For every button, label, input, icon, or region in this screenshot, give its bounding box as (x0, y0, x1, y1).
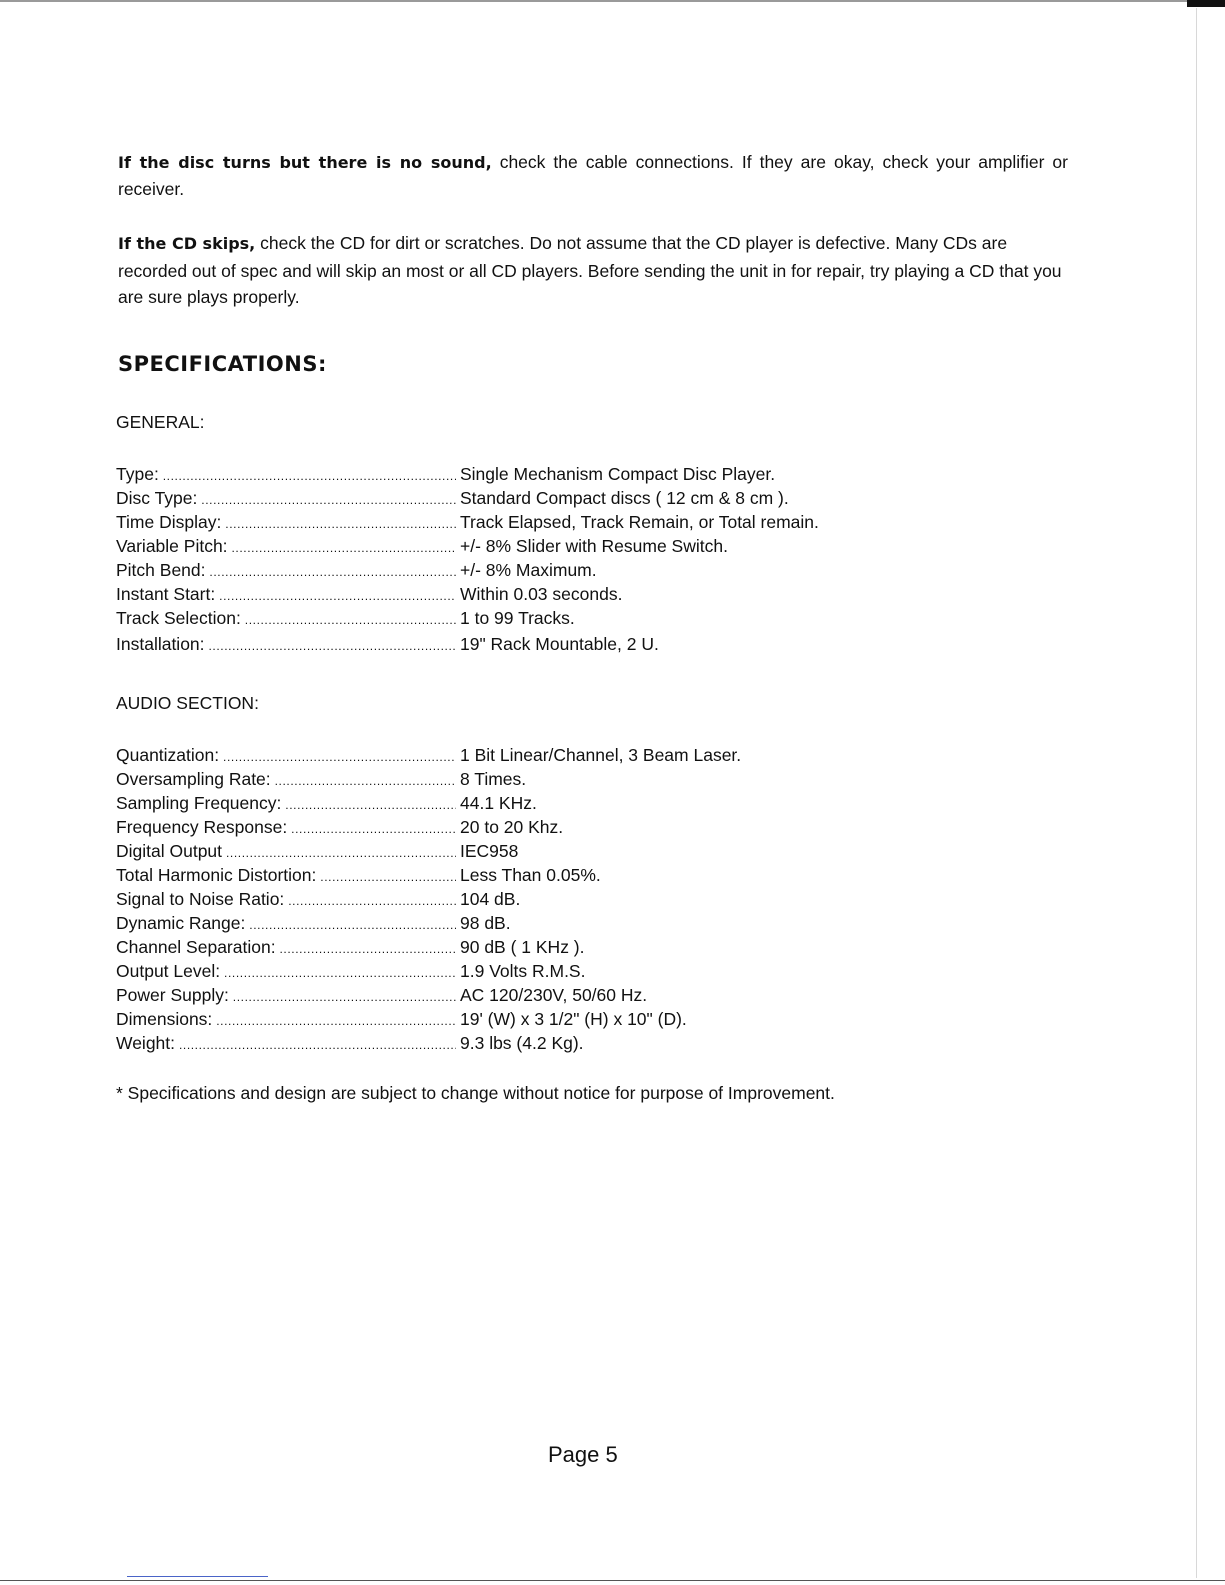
spec-row-total-harmonic-distortion (116, 865, 741, 889)
spec-label: Signal to Noise Ratio: ..... (116, 889, 456, 910)
troubleshooting-cd-skips-lead: If the CD skips, (118, 234, 256, 253)
spec-row-track-selection (116, 608, 819, 632)
spec-label: Total Harmonic Distortion: ..... (116, 865, 456, 886)
troubleshooting-cd-skips (118, 230, 1068, 311)
audio-spec-table (116, 745, 741, 1057)
scan-corner-mark (1187, 0, 1225, 7)
spec-value: AC 120/230V, 50/60 Hz. (460, 985, 648, 1005)
troubleshooting-no-sound-lead: If the disc turns but there is no sound, (118, 153, 492, 172)
spec-value: 1 to 99 Tracks. (460, 608, 575, 628)
spec-value: 1 Bit Linear/Channel, 3 Beam Laser. (460, 745, 742, 765)
spec-label: Disc Type: ..... (116, 488, 456, 509)
page-number: Page 5 (548, 1442, 618, 1467)
spec-value: 98 dB. (460, 913, 511, 933)
general-section-label: GENERAL: (116, 412, 205, 432)
spec-row-type (116, 464, 819, 488)
scan-bottom-edge (0, 1580, 1225, 1581)
spec-value: 104 dB. (460, 889, 521, 909)
specifications-footnote: * Specifications and design are subject to change without notice for purpose of Improvement. (116, 1083, 835, 1103)
troubleshooting-no-sound-text: check the cable connections. If they are okay, check your amplifier or receiver. (118, 152, 1068, 199)
spec-label: Variable Pitch: ..... (116, 536, 456, 557)
spec-value: Standard Compact discs ( 12 cm & 8 cm ). (460, 488, 789, 508)
spec-row-variable-pitch (116, 536, 819, 560)
spec-value: 1.9 Volts R.M.S. (460, 961, 586, 981)
spec-row-disc-type (116, 488, 819, 512)
spec-row-installation (116, 634, 819, 658)
spec-row-frequency-response (116, 817, 741, 841)
spec-row-digital-output (116, 841, 741, 865)
spec-label: Power Supply: ..... (116, 985, 456, 1006)
troubleshooting-cd-skips-text: check the CD for dirt or scratches. Do not assume that the CD player is defective. Many CDs are recorded out of spec and will skip an most or all CD players. Before sending the unit in for repair, try playing a CD that you are sure plays properly. (118, 233, 1062, 307)
spec-row-pitch-bend (116, 560, 819, 584)
spec-row-time-display (116, 512, 819, 536)
spec-label: Time Display: ..... (116, 512, 456, 533)
spec-row-output-level (116, 961, 741, 985)
spec-value: Track Elapsed, Track Remain, or Total remain. (460, 512, 819, 532)
spec-label: Track Selection: ..... (116, 608, 456, 629)
spec-row-instant-start (116, 584, 819, 608)
general-spec-table (116, 464, 819, 658)
specifications-heading: SPECIFICATIONS: (118, 352, 327, 376)
spec-row-dimensions (116, 1009, 741, 1033)
spec-row-dynamic-range (116, 913, 741, 937)
spec-value: 8 Times. (460, 769, 527, 789)
spec-value: 19' (W) x 3 1/2" (H) x 10" (D). (460, 1009, 687, 1029)
spec-label: Dynamic Range: ..... (116, 913, 456, 934)
spec-row-oversampling-rate (116, 769, 741, 793)
spec-row-sampling-frequency (116, 793, 741, 817)
spec-label: Oversampling Rate: ..... (116, 769, 456, 790)
spec-label: Pitch Bend: ..... (116, 560, 456, 581)
spec-value: +/- 8% Slider with Resume Switch. (460, 536, 728, 556)
spec-label: Dimensions: ..... (116, 1009, 456, 1030)
spec-row-power-supply (116, 985, 741, 1009)
scan-right-edge (1196, 8, 1197, 1578)
spec-value: 44.1 KHz. (460, 793, 537, 813)
spec-value: IEC958 (460, 841, 519, 861)
scan-bottom-blue-mark (127, 1576, 268, 1577)
spec-row-quantization (116, 745, 741, 769)
spec-value: +/- 8% Maximum. (460, 560, 597, 580)
spec-row-channel-separation (116, 937, 741, 961)
spec-value: 19" Rack Mountable, 2 U. (460, 634, 659, 654)
spec-label: Channel Separation: ..... (116, 937, 456, 958)
spec-label: Type: ..... (116, 464, 456, 485)
spec-row-signal-to-noise (116, 889, 741, 913)
spec-label: Instant Start: ..... (116, 584, 456, 605)
spec-row-weight (116, 1033, 741, 1057)
audio-section-label: AUDIO SECTION: (116, 693, 259, 713)
spec-value: 20 to 20 Khz. (460, 817, 564, 837)
scan-top-edge (0, 0, 1225, 2)
spec-label: Output Level: ..... (116, 961, 456, 982)
spec-label: Digital Output ..... (116, 841, 456, 862)
spec-value: Less Than 0.05%. (460, 865, 601, 885)
spec-label: Installation: ..... (116, 634, 456, 655)
spec-value: 9.3 lbs (4.2 Kg). (460, 1033, 584, 1053)
spec-value: Single Mechanism Compact Disc Player. (460, 464, 776, 484)
troubleshooting-no-sound (118, 149, 1068, 202)
spec-label: Quantization: ..... (116, 745, 456, 766)
spec-label: Weight: ..... (116, 1033, 456, 1054)
spec-value: Within 0.03 seconds. (460, 584, 623, 604)
spec-label: Sampling Frequency: ..... (116, 793, 456, 814)
spec-label: Frequency Response: ..... (116, 817, 456, 838)
spec-value: 90 dB ( 1 KHz ). (460, 937, 585, 957)
